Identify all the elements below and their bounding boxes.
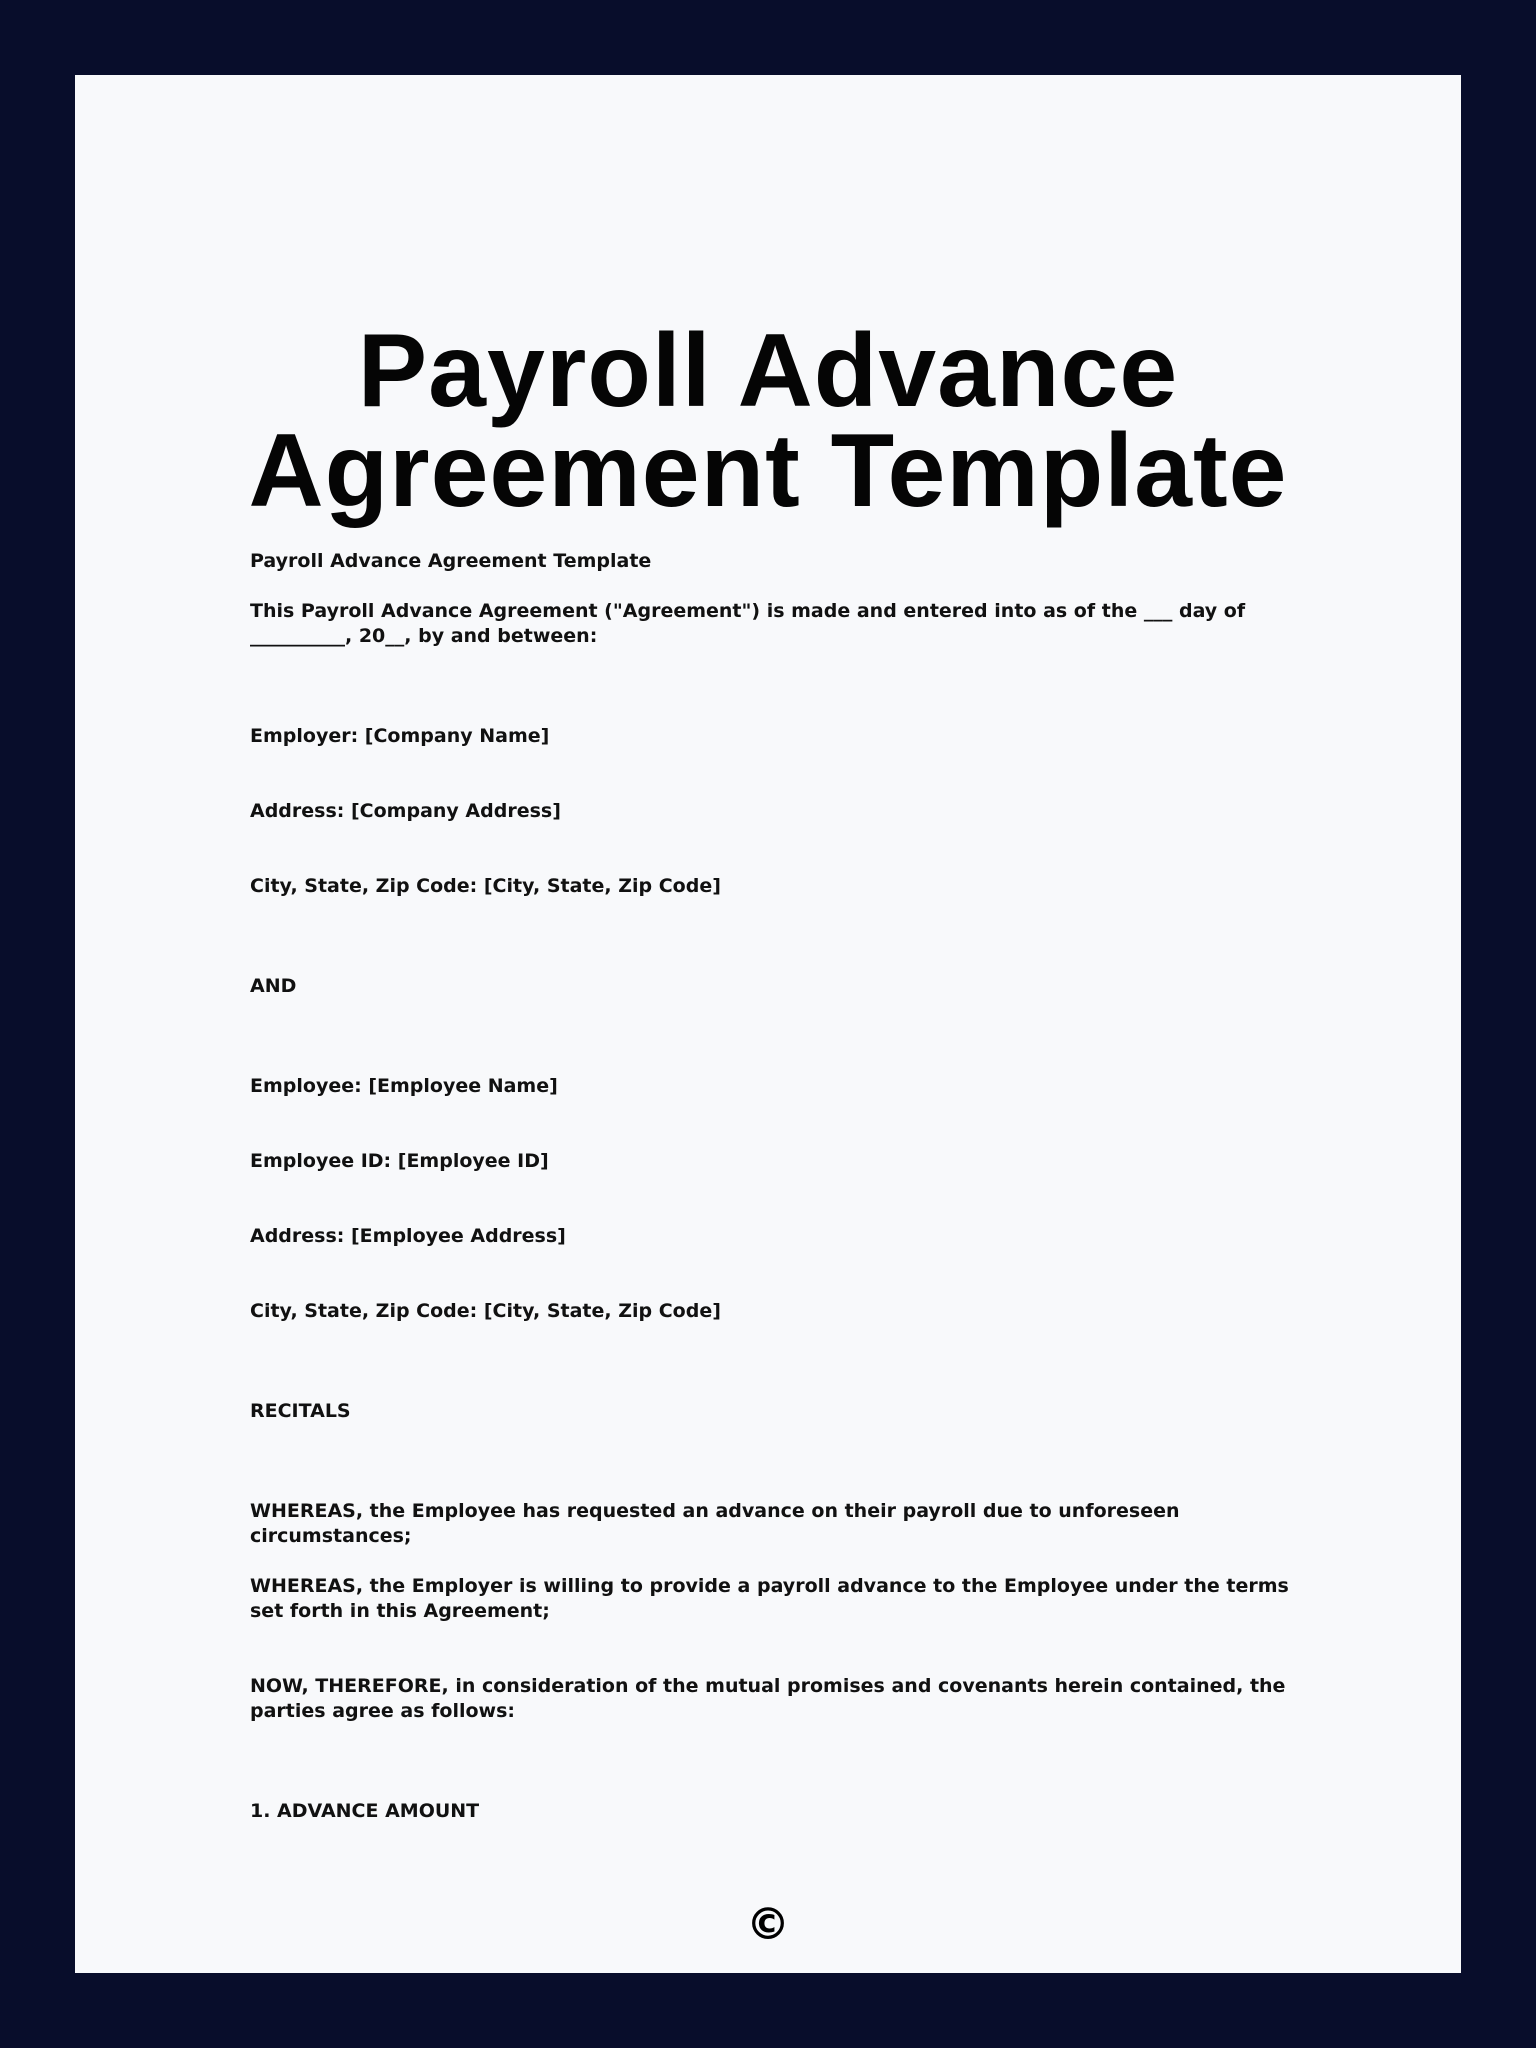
- intro-paragraph: This Payroll Advance Agreement ("Agreement") is made and entered into as of the ___ day of __________, 20__, by and between:: [250, 600, 1246, 647]
- document-title: Payroll Advance Agreement Template: [248, 313, 1288, 529]
- employer-address: Address: [Company Address]: [250, 800, 561, 822]
- section-1-heading: 1. ADVANCE AMOUNT: [250, 1800, 480, 1822]
- employer-city: City, State, Zip Code: [City, State, Zip Code]: [250, 875, 721, 897]
- employee-city: City, State, Zip Code: [City, State, Zip Code]: [250, 1300, 721, 1322]
- employer-name: Employer: [Company Name]: [250, 725, 550, 747]
- document-heading: Payroll Advance Agreement Template: [250, 550, 652, 572]
- employee-address: Address: [Employee Address]: [250, 1225, 566, 1247]
- employee-id: Employee ID: [Employee ID]: [250, 1150, 549, 1172]
- and-separator: AND: [250, 975, 297, 997]
- document-page: [75, 75, 1461, 1973]
- now-therefore-clause: NOW, THEREFORE, in consideration of the mutual promises and covenants herein contained, the parties agree as follows:: [250, 1675, 1286, 1722]
- whereas-clause-2: WHEREAS, the Employer is willing to provide a payroll advance to the Employee under the terms set forth in this Agreement;: [250, 1575, 1289, 1622]
- recitals-heading: RECITALS: [250, 1400, 351, 1422]
- copyright-icon: ©: [746, 1899, 790, 1950]
- employee-name: Employee: [Employee Name]: [250, 1075, 558, 1097]
- whereas-clause-1: WHEREAS, the Employee has requested an advance on their payroll due to unforeseen circumstances;: [250, 1500, 1180, 1547]
